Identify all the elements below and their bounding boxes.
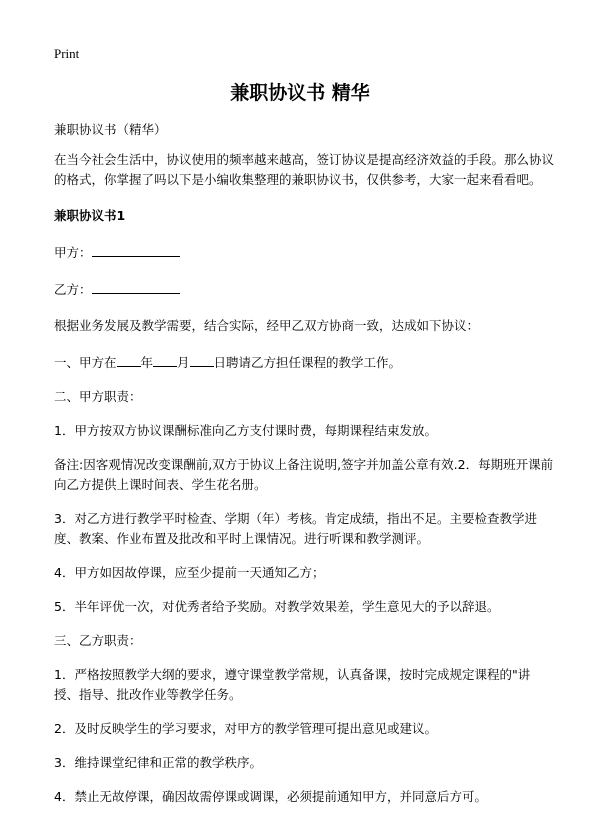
print-link[interactable]: Print xyxy=(54,46,80,61)
clause-1-prefix: 一、甲方在 xyxy=(54,355,117,370)
party-a-label: 甲方： xyxy=(54,245,92,260)
clause-1-suffix: 日聘请乙方担任课程的教学工作。 xyxy=(213,355,402,370)
clause-1-year: 年 xyxy=(140,355,154,370)
party-b-duty-item: 3．维持课堂纪律和正常的教学秩序。 xyxy=(54,755,262,770)
party-a-duties-heading: 二、甲方职责： xyxy=(54,389,142,404)
document-title: 兼职协议书 精华 xyxy=(230,82,370,104)
party-b-line xyxy=(54,279,554,300)
party-a-duty-item: 3．对乙方进行教学平时检查、学期（年）考核。肯定成绩，指出不足。主要检查教学进度、教案、作业布置及批改和平时上课情况。进行听课和教学测评。 xyxy=(54,511,537,546)
party-b-duty-item: 1．严格按照教学大纲的要求，遵守课堂教学常规，认真备课，按时完成规定课程的"讲授、指导、批改作业等教学任务。 xyxy=(54,667,531,702)
party-a-blank xyxy=(92,242,180,257)
clause-1 xyxy=(54,352,554,373)
document-subtitle: 兼职协议书（精华） xyxy=(54,122,167,137)
party-b-blank xyxy=(92,279,180,294)
party-a-duty-item: 4．甲方如因故停课，应至少提前一天通知乙方； xyxy=(54,565,325,580)
party-b-duties-heading: 三、乙方职责： xyxy=(54,633,142,648)
party-b-duty-item: 4．禁止无故停课，确因故需停课或调课，必须提前通知甲方，并同意后方可。 xyxy=(54,789,487,804)
document-body xyxy=(54,120,554,807)
section-heading: 兼职协议书1 xyxy=(54,208,126,223)
party-a-duty-item: 备注:因客观情况改变课酬前,双方于协议上备注说明,签字并加盖公章有效.2．每期班开课前向乙方提供上课时间表、学生花名册。 xyxy=(54,457,554,492)
party-a-duty-item: 1．甲方按双方协议课酬标准向乙方支付课时费，每期课程结束发放。 xyxy=(54,423,437,438)
party-b-duty-item: 2．及时反映学生的学习要求，对甲方的教学管理可提出意见或建议。 xyxy=(54,721,437,736)
party-b-label: 乙方： xyxy=(54,282,92,297)
party-a-line xyxy=(54,242,554,263)
year-blank xyxy=(117,352,141,367)
day-blank xyxy=(190,352,214,367)
preamble-paragraph: 根据业务发展及教学需要，结合实际，经甲乙双方协商一致，达成如下协议： xyxy=(54,318,480,333)
clause-1-month: 月 xyxy=(177,355,190,370)
intro-paragraph: 在当今社会生活中，协议使用的频率越来越高，签订协议是提高经济效益的手段。那么协议的格式，你掌握了吗以下是小编收集整理的兼职协议书，仅供参考，大家一起来看看吧。 xyxy=(54,152,555,187)
month-blank xyxy=(153,352,177,367)
party-a-duty-item: 5．半年评优一次，对优秀者给予奖励。对教学效果差，学生意见大的予以辞退。 xyxy=(54,599,500,614)
